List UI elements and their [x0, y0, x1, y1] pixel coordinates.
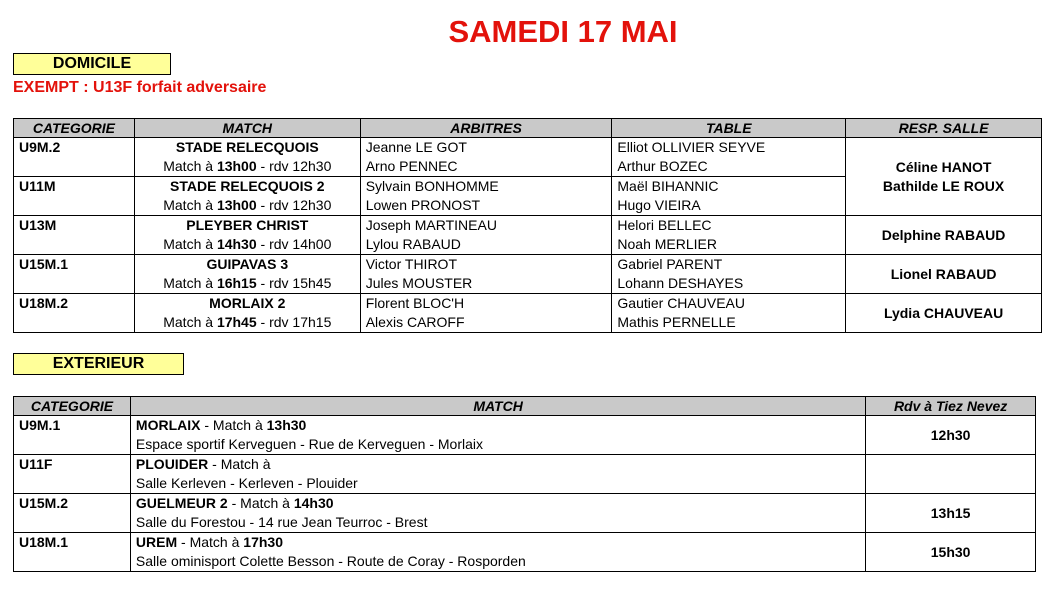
rdv-cell: 15h30: [866, 533, 1036, 572]
header-arbitres: ARBITRES: [360, 119, 612, 138]
match-time: 14h30: [216, 236, 257, 252]
match-time: 17h45: [216, 314, 257, 330]
header-rdv: Rdv à Tiez Nevez: [866, 397, 1036, 416]
match-line: [136, 416, 860, 435]
opponent: PLOUIDER: [135, 456, 209, 472]
match-prefix: Match à: [163, 236, 217, 252]
opponent: GUIPAVAS 3: [206, 256, 289, 272]
arbitre: Alexis CAROFF: [365, 314, 465, 330]
table-official: Helori BELLEC: [617, 217, 712, 233]
arbitres-cell: [360, 216, 612, 255]
exempt-notice: EXEMPT : U13F forfait adversaire: [13, 79, 267, 96]
opponent: UREM: [135, 534, 178, 550]
arbitre: Lowen PRONOST: [365, 197, 481, 213]
match-cell: [130, 494, 865, 533]
arbitre: Florent BLOC'H: [365, 295, 465, 311]
opponent: GUELMEUR 2: [135, 495, 228, 511]
match-cell: [134, 177, 360, 216]
opponent: MORLAIX: [135, 417, 201, 433]
header-categorie: CATEGORIE: [14, 397, 131, 416]
table-row: [14, 138, 1042, 177]
category-cell: U15M.1: [14, 255, 135, 294]
table-official: Lohann DESHAYES: [617, 275, 744, 291]
arbitre: Sylvain BONHOMME: [365, 178, 499, 194]
match-line: [136, 455, 860, 474]
category-cell: U13M: [14, 216, 135, 255]
table-official: Arthur BOZEC: [617, 158, 708, 174]
category-cell: U18M.1: [14, 533, 131, 572]
opponent: STADE RELECQUOIS: [175, 139, 319, 155]
venue: Salle du Forestou - 14 rue Jean Teurroc - Brest: [135, 514, 428, 530]
resp-salle-cell: [846, 138, 1042, 216]
resp-name: Bathilde LE ROUX: [882, 177, 1005, 194]
match-time-line: [140, 157, 355, 176]
match-prefix: Match à: [163, 158, 217, 174]
header-match: MATCH: [130, 397, 865, 416]
venue: Espace sportif Kerveguen - Rue de Kerveguen - Morlaix: [135, 436, 483, 452]
match-rdv: - rdv 12h30: [256, 158, 332, 174]
arbitres-cell: [360, 177, 612, 216]
resp-name: Céline HANOT: [895, 158, 992, 175]
match-cell: [134, 138, 360, 177]
rdv-cell: 13h15: [866, 494, 1036, 533]
match-prefix: - Match à: [208, 456, 271, 472]
category-cell: U9M.2: [14, 138, 135, 177]
match-cell: [130, 533, 865, 572]
arbitre: Victor THIROT: [365, 256, 457, 272]
match-line: [136, 494, 860, 513]
resp-salle-cell: Lydia CHAUVEAU: [846, 294, 1042, 333]
match-prefix: Match à: [163, 275, 217, 291]
rdv-cell: [866, 455, 1036, 494]
match-time-line: [140, 274, 355, 293]
venue: Salle Kerleven - Kerleven - Plouider: [135, 475, 358, 491]
arbitre: Jules MOUSTER: [365, 275, 473, 291]
opponent: MORLAIX 2: [209, 295, 286, 311]
category-cell: U9M.1: [14, 416, 131, 455]
opponent: PLEYBER CHRIST: [186, 217, 309, 233]
category-cell: U15M.2: [14, 494, 131, 533]
match-cell: [134, 294, 360, 333]
match-time: 13h00: [216, 158, 257, 174]
arbitres-cell: [360, 294, 612, 333]
match-rdv: - rdv 15h45: [256, 275, 332, 291]
table-cell: [612, 255, 846, 294]
match-cell: [130, 416, 865, 455]
table-official: Hugo VIEIRA: [617, 197, 701, 213]
match-line: [136, 533, 860, 552]
table-official: Mathis PERNELLE: [617, 314, 736, 330]
domicile-label: DOMICILE: [13, 53, 171, 75]
header-match: MATCH: [134, 119, 360, 138]
category-cell: U11F: [14, 455, 131, 494]
exterieur-header-row: [14, 397, 1036, 416]
match-time: 17h30: [243, 534, 283, 550]
table-cell: [612, 177, 846, 216]
match-rdv: - rdv 14h00: [256, 236, 332, 252]
table-official: Gabriel PARENT: [617, 256, 723, 272]
match-rdv: - rdv 12h30: [256, 197, 332, 213]
header-categorie: CATEGORIE: [14, 119, 135, 138]
match-cell: [130, 455, 865, 494]
table-official: Maël BIHANNIC: [617, 178, 719, 194]
domicile-header-row: [14, 119, 1042, 138]
table-row: [14, 216, 1042, 255]
match-prefix: Match à: [163, 197, 217, 213]
venue: Salle ominisport Colette Besson - Route de Coray - Rosporden: [135, 553, 526, 569]
exterieur-table: [13, 396, 1036, 572]
match-prefix: - Match à: [200, 417, 267, 433]
table-cell: [612, 216, 846, 255]
match-time-line: [140, 235, 355, 254]
match-time: 14h30: [293, 495, 334, 511]
table-row: [14, 416, 1036, 455]
header-resp-salle: RESP. SALLE: [846, 119, 1042, 138]
table-official: Noah MERLIER: [617, 236, 717, 252]
exterieur-label: EXTERIEUR: [13, 353, 184, 375]
category-cell: U18M.2: [14, 294, 135, 333]
table-official: Gautier CHAUVEAU: [617, 295, 745, 311]
match-cell: [134, 255, 360, 294]
match-cell: [134, 216, 360, 255]
arbitres-cell: [360, 138, 612, 177]
match-time-line: [140, 196, 355, 215]
match-time: 13h30: [266, 417, 307, 433]
table-row: [14, 533, 1036, 572]
table-row: [14, 255, 1042, 294]
category-cell: U11M: [14, 177, 135, 216]
match-prefix: - Match à: [227, 495, 294, 511]
arbitres-cell: [360, 255, 612, 294]
match-prefix: - Match à: [177, 534, 244, 550]
domicile-table: [13, 118, 1042, 333]
resp-salle-cell: Lionel RABAUD: [846, 255, 1042, 294]
match-time: 13h00: [216, 197, 257, 213]
match-prefix: Match à: [163, 314, 217, 330]
match-rdv: - rdv 17h15: [256, 314, 332, 330]
resp-salle-cell: Delphine RABAUD: [846, 216, 1042, 255]
opponent: STADE RELECQUOIS 2: [170, 178, 325, 194]
arbitre: Lylou RABAUD: [365, 236, 461, 252]
arbitre: Arno PENNEC: [365, 158, 458, 174]
table-cell: [612, 294, 846, 333]
table-official: Elliot OLLIVIER SEYVE: [617, 139, 766, 155]
rdv-cell: 12h30: [866, 416, 1036, 455]
arbitre: Jeanne LE GOT: [365, 139, 467, 155]
arbitre: Joseph MARTINEAU: [365, 217, 497, 233]
table-row: [14, 294, 1042, 333]
header-table: TABLE: [612, 119, 846, 138]
table-cell: [612, 138, 846, 177]
match-time-line: [140, 313, 355, 332]
match-time: 16h15: [216, 275, 257, 291]
table-row: [14, 494, 1036, 533]
page-title: SAMEDI 17 MAI: [448, 14, 678, 49]
table-row: [14, 455, 1036, 494]
